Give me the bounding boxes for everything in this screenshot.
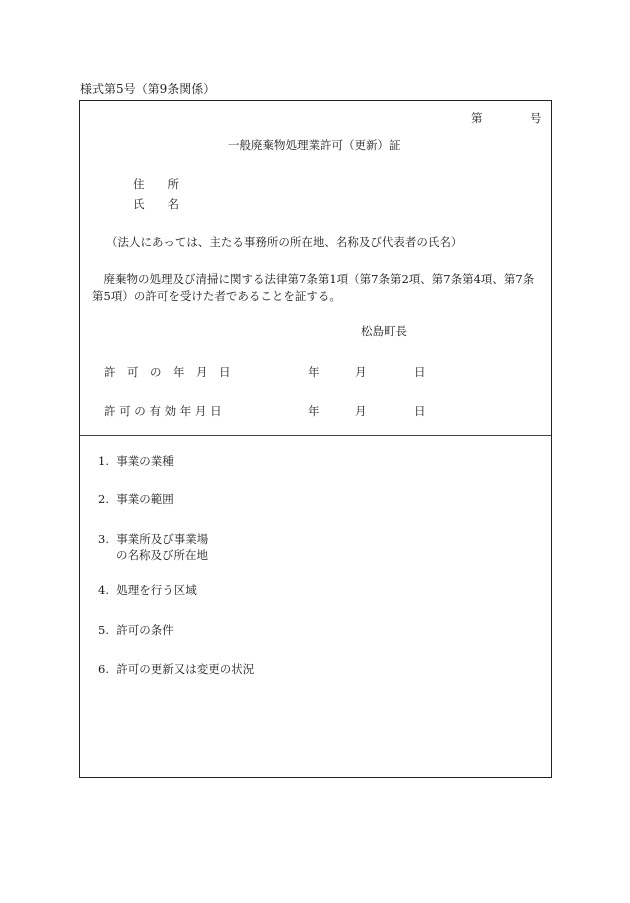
list-item [98,531,208,547]
valid-date-label: 許 可 の 有 効 年 月 日 [104,404,222,418]
valid-date-year: 年 [308,404,320,418]
list-item [98,622,174,638]
permit-date-month: 月 [355,365,367,379]
permit-date-year: 年 [308,365,320,379]
item-number: 6. [98,662,109,676]
item-number: 3. [98,532,109,546]
certificate-title: 一般廃棄物処理業許可（更新）証 [228,138,401,152]
address-label: 住 所 [133,177,179,191]
item-label: 事業の範囲 [116,492,174,506]
item-label: 処理を行う区域 [116,583,197,597]
certification-text: 廃棄物の処理及び清掃に関する法律第7条第1項（第7条第2項、第7条第4項、第7条第5項）の許可を受けた者であることを証する。 [92,272,535,303]
item-number: 2. [98,492,109,506]
item-label: 許可の更新又は変更の状況 [116,662,255,676]
item-number: 4. [98,583,109,597]
item-label: 許可の条件 [116,623,174,637]
issuer-name: 松島町長 [361,324,407,338]
corporation-note: （法人にあっては、主たる事務所の所在地、名称及び代表者の氏名） [106,235,463,249]
section-divider [80,435,551,436]
valid-date-day: 日 [414,404,426,418]
permit-date-label: 許 可 の 年 月 日 [104,365,231,379]
list-item [98,661,254,677]
certificate-number-go: 号 [530,111,542,125]
item-label: 事業所及び事業場 [116,532,209,546]
item-number: 1. [98,454,109,468]
valid-date-month: 月 [355,404,367,418]
item-number: 5. [98,623,109,637]
list-item [98,582,197,598]
name-label: 氏 名 [133,197,179,211]
item-label: 事業の業種 [116,454,174,468]
list-item [98,491,174,507]
list-item [98,453,174,469]
form-number-label: 様式第5号（第9条関係） [80,82,216,96]
list-item-continuation: の名称及び所在地 [116,548,208,562]
certificate-number-dai: 第 [471,111,483,125]
certificate-box [79,100,552,778]
permit-date-day: 日 [414,365,426,379]
